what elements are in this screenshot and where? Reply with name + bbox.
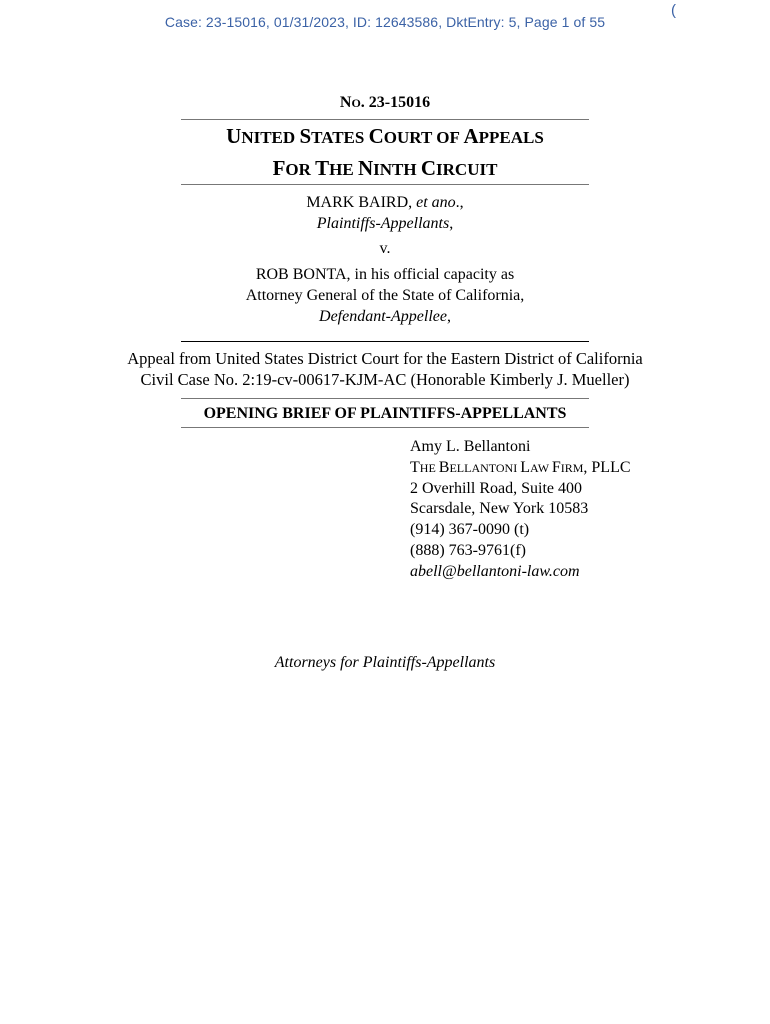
counsel-phone: (914) 367-0090 (t) <box>410 521 530 539</box>
versus: v. <box>379 240 391 257</box>
plaintiff-line: MARK BAIRD, et ano., <box>306 194 464 211</box>
court-line2-word3-cap: N <box>357 156 374 180</box>
court-line1-word1-rest: NITED <box>241 128 300 147</box>
court-title <box>0 121 770 185</box>
court-line1-word1-cap: U <box>226 124 242 148</box>
court-line1-word4-cap: A <box>463 124 479 148</box>
court-line1-word2-cap: S <box>299 124 312 148</box>
corner-mark: ( <box>671 2 676 19</box>
court-line2-word2-cap: T <box>315 156 330 180</box>
rule-under-docket <box>181 119 589 120</box>
plaintiff-role: Plaintiffs-Appellants, <box>316 215 454 232</box>
rule-under-brief-title <box>181 427 589 428</box>
attorneys-for: Attorneys for Plaintiffs-Appellants <box>274 654 496 671</box>
court-line2-word1-cap: F <box>272 156 286 180</box>
rule-under-court <box>181 184 589 185</box>
rule-under-caption <box>181 341 589 342</box>
court-title-line1 <box>0 121 770 153</box>
court-line2-word4-cap: C <box>420 156 437 180</box>
appeal-line1: Appeal from United States District Court for the Eastern District of California <box>127 349 643 368</box>
counsel-block <box>410 437 631 583</box>
brief-title: OPENING BRIEF OF PLAINTIFFS-APPELLANTS <box>203 405 567 422</box>
counsel-address-line1: 2 Overhill Road, Suite 400 <box>410 479 582 497</box>
court-line2-word1-rest: OR <box>285 160 316 179</box>
appeal-line2: Civil Case No. 2:19-cv-00617-KJM-AC (Honorable Kimberly J. Mueller) <box>140 370 630 389</box>
court-line1-word3-cap: C <box>368 124 384 148</box>
counsel-fax: (888) 763-9761(f) <box>410 541 526 559</box>
appeal-info <box>0 348 770 390</box>
party-caption <box>0 192 770 327</box>
defendant-line1: ROB BONTA, in his official capacity as <box>255 266 515 283</box>
court-line2-word2-rest: HE <box>329 160 358 179</box>
court-line1-word4-rest: PPEALS <box>478 128 544 147</box>
docket-number: NO. 23-15016 <box>339 94 431 111</box>
counsel-firm: THE BELLANTONI LAW FIRM, PLLC <box>410 458 631 476</box>
rule-above-brief-title <box>181 398 589 399</box>
docket-number-value: 23-15016 <box>364 94 431 111</box>
counsel-address-line2: Scarsdale, New York 10583 <box>410 500 589 518</box>
court-line2-word3-rest: INTH <box>373 160 421 179</box>
defendant-role: Defendant-Appellee, <box>319 308 451 325</box>
court-title-line2 <box>0 153 770 185</box>
docket-prefix-o: O <box>351 96 361 110</box>
docket-prefix-n: N <box>339 94 352 111</box>
defendant-line2: Attorney General of the State of California, <box>245 287 525 304</box>
ecf-header-stamp: Case: 23-15016, 01/31/2023, ID: 12643586, DktEntry: 5, Page 1 of 55 <box>164 14 606 30</box>
court-line1-word3-rest: OURT OF <box>383 128 464 147</box>
court-line2-word4-rest: IRCUIT <box>436 160 498 179</box>
counsel-email: abell@bellantoni-law.com <box>410 562 580 580</box>
counsel-name: Amy L. Bellantoni <box>410 438 531 455</box>
court-line1-word2-rest: TATES <box>311 128 369 147</box>
